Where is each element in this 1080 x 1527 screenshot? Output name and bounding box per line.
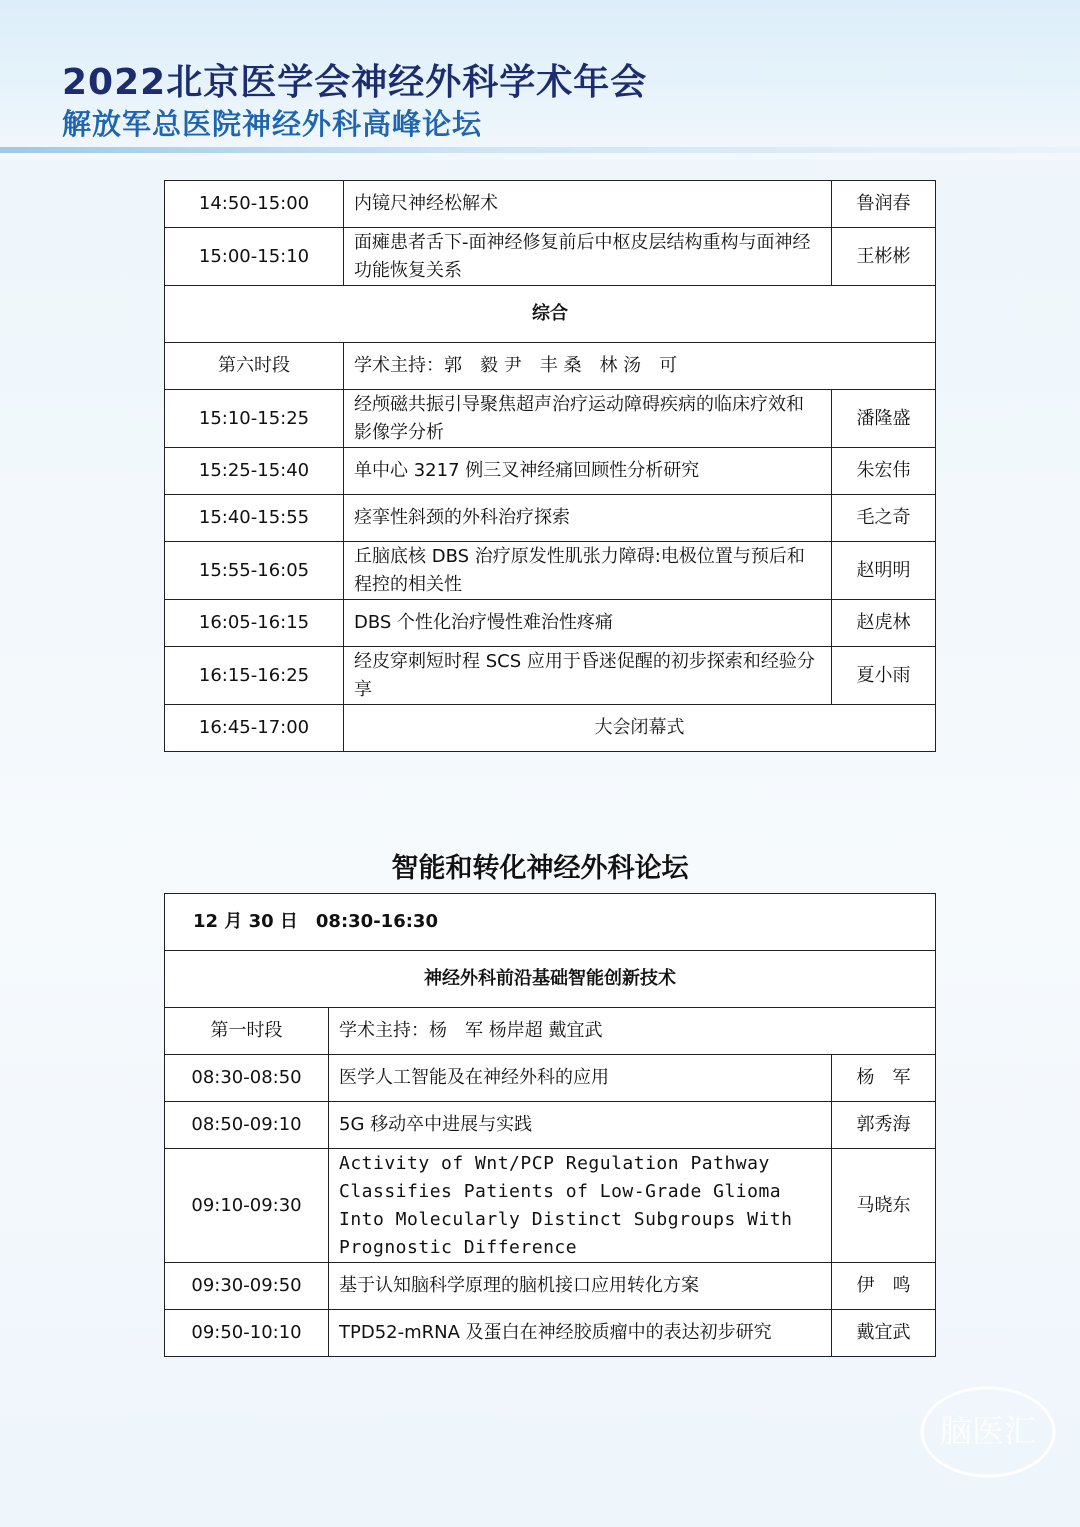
table-row — [165, 542, 936, 600]
speaker-cell: 鲁润春 — [832, 181, 936, 228]
time-cell: 08:50-09:10 — [165, 1102, 329, 1149]
table-row — [165, 1263, 936, 1310]
forum-time-range: 08:30-16:30 — [315, 911, 438, 932]
speaker-cell: 马晓东 — [832, 1149, 936, 1263]
session-row — [165, 1008, 936, 1055]
time-cell: 14:50-15:00 — [165, 181, 344, 228]
closing-row — [165, 705, 936, 752]
session-hosts: 学术主持：郭 毅 尹 丰 桑 林 汤 可 — [344, 343, 936, 390]
session-label: 第六时段 — [165, 343, 344, 390]
topic-cell: 基于认知脑科学原理的脑机接口应用转化方案 — [329, 1263, 832, 1310]
topic-cell: 单中心 3217 例三叉神经痛回顾性分析研究 — [344, 448, 832, 495]
conference-subtitle: 解放军总医院神经外科高峰论坛 — [62, 107, 483, 141]
speaker-cell: 毛之奇 — [832, 495, 936, 542]
forum-title: 智能和转化神经外科论坛 — [391, 853, 689, 884]
table-row — [165, 647, 936, 705]
time-cell: 15:25-15:40 — [165, 448, 344, 495]
schedule-table-general — [164, 180, 936, 752]
time-cell: 16:45-17:00 — [165, 705, 344, 752]
table-row — [165, 1149, 936, 1263]
time-cell: 15:40-15:55 — [165, 495, 344, 542]
speaker-cell: 伊 鸣 — [832, 1263, 936, 1310]
time-cell: 15:00-15:10 — [165, 228, 344, 286]
table-row — [165, 228, 936, 286]
topic-cell: TPD52-mRNA 及蛋白在神经胶质瘤中的表达初步研究 — [329, 1310, 832, 1357]
topic-cell: 5G 移动卒中进展与实践 — [329, 1102, 832, 1149]
speaker-cell: 戴宜武 — [832, 1310, 936, 1357]
time-cell: 15:10-15:25 — [165, 390, 344, 448]
session-label: 第一时段 — [165, 1008, 329, 1055]
date-row — [165, 894, 936, 951]
section-header-row — [165, 951, 936, 1008]
topic-cell: 丘脑底核 DBS 治疗原发性肌张力障碍:电极位置与预后和程控的相关性 — [344, 542, 832, 600]
schedule-table-forum — [164, 893, 936, 1357]
topic-cell: 面瘫患者舌下-面神经修复前后中枢皮层结构重构与面神经功能恢复关系 — [344, 228, 832, 286]
table-row — [165, 600, 936, 647]
time-cell: 09:10-09:30 — [165, 1149, 329, 1263]
watermark-text: 脑医汇 — [939, 1412, 1037, 1450]
speaker-cell: 郭秀海 — [832, 1102, 936, 1149]
topic-cell: DBS 个性化治疗慢性难治性疼痛 — [344, 600, 832, 647]
speaker-cell: 赵明明 — [832, 542, 936, 600]
time-cell: 09:50-10:10 — [165, 1310, 329, 1357]
section-header-row — [165, 286, 936, 343]
speaker-cell: 王彬彬 — [832, 228, 936, 286]
forum-date — [165, 894, 936, 951]
speaker-cell: 朱宏伟 — [832, 448, 936, 495]
time-cell: 09:30-09:50 — [165, 1263, 329, 1310]
table-row — [165, 181, 936, 228]
time-cell: 16:15-16:25 — [165, 647, 344, 705]
table-row — [165, 448, 936, 495]
topic-cell: 医学人工智能及在神经外科的应用 — [329, 1055, 832, 1102]
speaker-cell: 杨 军 — [832, 1055, 936, 1102]
time-cell: 16:05-16:15 — [165, 600, 344, 647]
topic-cell: 内镜尺神经松解术 — [344, 181, 832, 228]
section-title-innovation: 神经外科前沿基础智能创新技术 — [165, 951, 936, 1008]
table-row — [165, 1102, 936, 1149]
table-row — [165, 390, 936, 448]
topic-cell: 经颅磁共振引导聚焦超声治疗运动障碍疾病的临床疗效和影像学分析 — [344, 390, 832, 448]
topic-cell: Activity of Wnt/PCP Regulation Pathway Classifies Patients of Low-Grade Glioma Into Molecularly Distinct Subgroups With Prognostic Difference — [329, 1149, 832, 1263]
forum-day: 12 月 30 日 — [193, 911, 298, 932]
table-row — [165, 1310, 936, 1357]
topic-cell: 痉挛性斜颈的外科治疗探索 — [344, 495, 832, 542]
speaker-cell: 潘隆盛 — [832, 390, 936, 448]
section-title-general: 综合 — [165, 286, 936, 343]
header-divider — [0, 147, 1080, 153]
session-hosts: 学术主持：杨 军 杨岸超 戴宜武 — [329, 1008, 936, 1055]
brainmed-logo-icon — [918, 1382, 1058, 1482]
speaker-cell: 赵虎林 — [832, 600, 936, 647]
table-row — [165, 495, 936, 542]
speaker-cell: 夏小雨 — [832, 647, 936, 705]
conference-title: 2022北京医学会神经外科学术年会 — [62, 62, 648, 103]
time-cell: 15:55-16:05 — [165, 542, 344, 600]
closing-ceremony: 大会闭幕式 — [344, 705, 936, 752]
session-row — [165, 343, 936, 390]
topic-cell: 经皮穿刺短时程 SCS 应用于昏迷促醒的初步探索和经验分享 — [344, 647, 832, 705]
time-cell: 08:30-08:50 — [165, 1055, 329, 1102]
table-row — [165, 1055, 936, 1102]
